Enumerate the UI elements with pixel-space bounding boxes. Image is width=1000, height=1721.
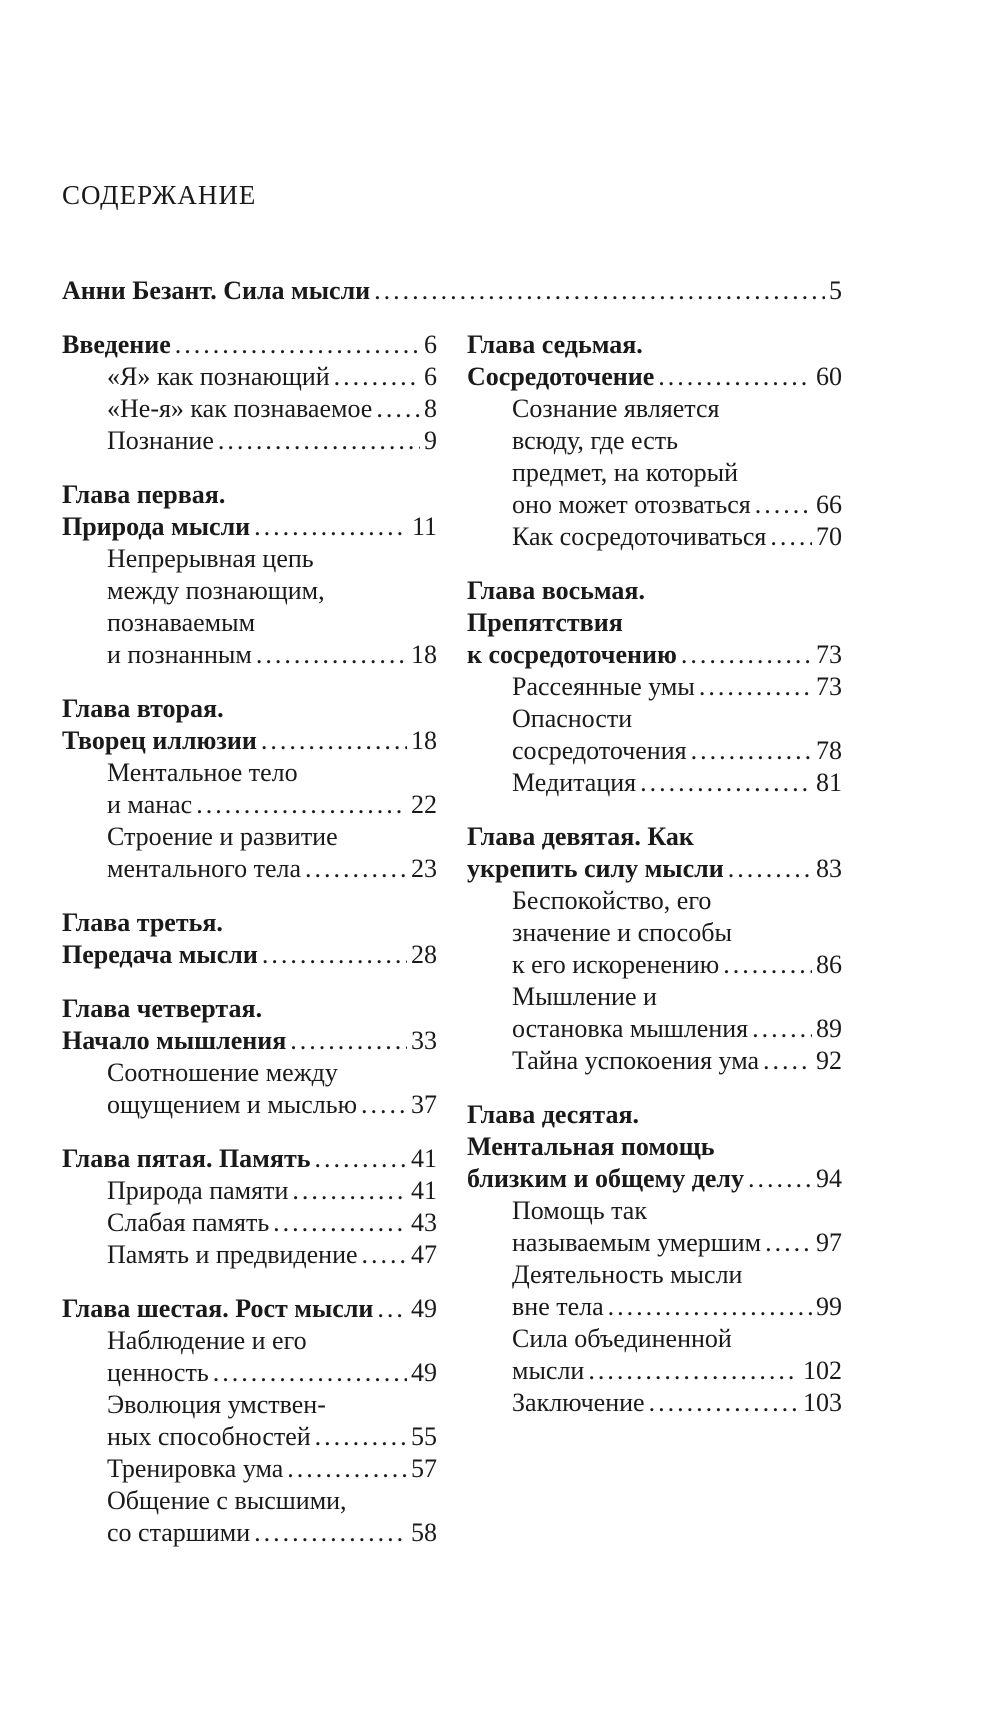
toc-subentry[interactable] [107,1175,437,1207]
page-number: 23 [411,854,437,883]
entry-title-line: Строение и развитие [107,822,338,851]
entry-title: к его искоренению [512,950,720,979]
toc-entry[interactable] [467,361,842,393]
toc-entry[interactable] [62,329,437,361]
entry-title: вне тела [512,1292,604,1321]
page-number: 57 [411,1454,437,1483]
entry-title: Медитация [512,768,637,797]
page-number: 102 [803,1356,842,1385]
entry-title: Память и предвидение [107,1240,358,1269]
section-intro [62,329,437,457]
page-number: 70 [816,522,842,551]
entry-title: Природа мысли [62,512,251,541]
toc-subentry[interactable] [107,361,437,393]
page-number: 89 [816,1014,842,1043]
toc-entry[interactable] [62,939,437,971]
page-number: 94 [816,1164,842,1193]
dot-leader [588,1355,799,1387]
dot-leader [290,1025,407,1057]
chapter-3 [62,907,437,971]
page-number: 43 [411,1208,437,1237]
dot-leader [218,425,420,457]
entry-title: Как сосредоточиваться [512,522,767,551]
subsection-list [467,671,842,799]
toc-entry[interactable] [62,1293,437,1325]
page-number: 5 [829,276,842,305]
chapter-label: Глава девятая. Как [467,822,694,851]
entry-title: Тренировка ума [107,1454,284,1483]
subsection-list [62,1325,437,1549]
page-number: 41 [411,1144,437,1173]
toc-subentry[interactable] [512,1045,842,1077]
chapter-2 [62,693,437,885]
toc-subentry[interactable] [512,1355,842,1387]
page-number: 6 [424,362,437,391]
toc-subentry[interactable] [107,1239,437,1271]
toc-entry[interactable] [467,1163,842,1195]
dot-leader [608,1291,812,1323]
toc-subentry[interactable] [107,1207,437,1239]
page-number: 78 [816,736,842,765]
toc-entry[interactable] [62,725,437,757]
page-number: 18 [411,726,437,755]
dot-leader [377,1293,407,1325]
entry-title: Начало мышления [62,1026,287,1055]
page-number: 97 [816,1228,842,1257]
entry-title-line: Наблюдение и его [107,1326,307,1355]
chapter-8 [467,575,842,799]
entry-title-line: Деятельность мысли [512,1260,743,1289]
dot-leader [752,1013,812,1045]
page-number: 33 [411,1026,437,1055]
chapter-5 [62,1143,437,1271]
subsection-list [62,361,437,457]
entry-title-line: Ментальное тело [107,758,298,787]
page-number: 66 [816,490,842,519]
entry-title: Передача мысли [62,940,258,969]
toc-column-left [62,329,437,1571]
entry-title-line: Эволюция умствен- [107,1390,326,1419]
toc-subentry[interactable] [107,1089,437,1121]
dot-leader [691,735,812,767]
entry-title-line: значение и способы [512,918,732,947]
entry-title: и познанным [107,640,252,669]
author-entry [62,275,842,307]
toc-subentry[interactable] [107,853,437,885]
entry-title: ных способностей [107,1422,311,1451]
entry-title: ментального тела [107,854,302,883]
entry-title-line: Помощь так [512,1196,647,1225]
dot-leader [362,1239,407,1271]
dot-leader [262,939,407,971]
page-number: 55 [411,1422,437,1451]
toc-subentry[interactable] [512,671,842,703]
entry-title: Глава пятая. Память [62,1144,311,1173]
page-number: 81 [816,768,842,797]
dot-leader [213,1357,407,1389]
chapter-label: Препятствия [467,608,623,637]
entry-title: мысли [512,1356,585,1385]
entry-title: к сосредоточению [467,640,677,669]
toc-entry[interactable] [62,275,842,307]
dot-leader [196,789,407,821]
dot-leader [314,1143,407,1175]
entry-title-line: познаваемым [107,608,256,637]
page-number: 41 [411,1176,437,1205]
subsection-list [62,543,437,671]
entry-title: и манас [107,790,193,819]
toc-entry[interactable] [467,853,842,885]
subsection-list [62,1175,437,1271]
subsection-list [467,393,842,553]
page-number: 86 [816,950,842,979]
page-number: 99 [816,1292,842,1321]
dot-leader [699,671,812,703]
toc-subentry[interactable] [512,1227,842,1259]
entry-title-line: Непрерывная цепь [107,544,314,573]
dot-leader [334,361,420,393]
dot-leader [374,275,825,307]
entry-title: Заключение [512,1388,645,1417]
toc-subentry[interactable] [107,393,437,425]
entry-title: «Не-я» как познаваемое [107,394,373,423]
subsection-list [62,1057,437,1121]
chapter-label: Глава восьмая. [467,576,645,605]
dot-leader [305,853,407,885]
dot-leader [649,1387,799,1419]
dot-leader [658,361,812,393]
toc-subentry[interactable] [512,735,842,767]
page-number: 58 [411,1518,437,1547]
entry-title-line: Сила объединенной [512,1324,732,1353]
toc-subentry[interactable] [512,949,842,981]
entry-title: укрепить силу мысли [467,854,724,883]
page-number: 22 [411,790,437,819]
subsection-list [62,757,437,885]
page-number: 73 [816,640,842,669]
page-number: 83 [816,854,842,883]
chapter-4 [62,993,437,1121]
page-number: 60 [816,362,842,391]
entry-title-line: всюду, где есть [512,426,678,455]
chapter-label: Глава десятая. [467,1100,640,1129]
entry-title: ощущением и мыслью [107,1090,358,1119]
entry-title-line: предмет, на который [512,458,739,487]
toc-subentry[interactable] [107,1517,437,1549]
entry-title: Слабая память [107,1208,270,1237]
entry-title: оно может отозваться [512,490,751,519]
page-number: 103 [803,1388,842,1417]
chapter-7 [467,329,842,553]
chapter-9 [467,821,842,1077]
page-number: 49 [411,1294,437,1323]
dot-leader [256,639,407,671]
dot-leader [175,329,420,361]
dot-leader [763,1045,812,1077]
entry-title: Познание [107,426,214,455]
entry-title: называемым умершим [512,1228,762,1257]
toc-subentry[interactable] [512,521,842,553]
entry-title: Тайна успокоения ума [512,1046,760,1075]
toc-subentry[interactable] [107,1357,437,1389]
page-number: 92 [816,1046,842,1075]
page-number: 49 [411,1358,437,1387]
entry-title: Творец иллюзии [62,726,257,755]
page-number: 9 [424,426,437,455]
entry-title: Анни Безант. Сила мысли [62,276,371,305]
dot-leader [765,1227,812,1259]
dot-leader [254,511,408,543]
entry-title-line: Опасности [512,704,633,733]
dot-leader [728,853,812,885]
dot-leader [770,521,812,553]
toc-subentry[interactable] [512,1387,842,1419]
page-number: 18 [411,640,437,669]
chapter-label: Глава третья. [62,908,223,937]
chapter-label: Ментальная помощь [467,1132,715,1161]
toc-column-right [467,329,842,1441]
entry-title: ценность [107,1358,209,1387]
entry-title: сосредоточения [512,736,687,765]
chapter-label: Глава четвертая. [62,994,263,1023]
toc-entry[interactable] [62,1025,437,1057]
dot-leader [755,489,812,521]
toc-entry[interactable] [467,639,842,671]
toc-subentry[interactable] [512,767,842,799]
toc-subentry[interactable] [107,789,437,821]
entry-title-line: между познающим, [107,576,325,605]
dot-leader [361,1089,407,1121]
toc-entry[interactable] [62,1143,437,1175]
subsection-list [467,885,842,1077]
dot-leader [315,1421,407,1453]
entry-title-line: Мышление и [512,982,657,1011]
entry-title: «Я» как познающий [107,362,330,391]
dot-leader [748,1163,812,1195]
toc-subentry[interactable] [512,1291,842,1323]
dot-leader [640,767,812,799]
toc-subentry[interactable] [512,489,842,521]
page-title: СОДЕРЖАНИЕ [62,180,257,210]
dot-leader [287,1453,407,1485]
chapter-10 [467,1099,842,1419]
dot-leader [273,1207,407,1239]
chapter-label: Глава первая. [62,480,226,509]
page-number: 8 [424,394,437,423]
page-number: 73 [816,672,842,701]
entry-title: Рассеянные умы [512,672,695,701]
chapter-6 [62,1293,437,1549]
entry-title: Введение [62,330,171,359]
chapter-1 [62,479,437,671]
toc-subentry[interactable] [107,425,437,457]
entry-title-line: Общение с высшими, [107,1486,347,1515]
page-number: 47 [411,1240,437,1269]
entry-title: Глава шестая. Рост мысли [62,1294,374,1323]
page-number: 37 [411,1090,437,1119]
toc-subentry[interactable] [107,1421,437,1453]
page-number: 28 [411,940,437,969]
chapter-label: Глава седьмая. [467,330,643,359]
chapter-label: Глава вторая. [62,694,224,723]
entry-title: Сосредоточение [467,362,655,391]
entry-title-line: Беспокойство, его [512,886,712,915]
entry-title: со старшими [107,1518,251,1547]
toc-subentry[interactable] [107,1453,437,1485]
entry-title: остановка мышления [512,1014,749,1043]
toc-subentry[interactable] [512,1013,842,1045]
toc-entry[interactable] [62,511,437,543]
entry-title-line: Сознание является [512,394,720,423]
entry-title: Природа памяти [107,1176,289,1205]
page-number: 6 [424,330,437,359]
dot-leader [292,1175,407,1207]
dot-leader [723,949,812,981]
dot-leader [254,1517,407,1549]
entry-title: близким и общему делу [467,1164,744,1193]
dot-leader [376,393,420,425]
page-number: 11 [411,512,437,541]
dot-leader [681,639,812,671]
subsection-list [467,1195,842,1419]
toc-subentry[interactable] [107,639,437,671]
entry-title-line: Соотношение между [107,1058,338,1087]
dot-leader [261,725,407,757]
